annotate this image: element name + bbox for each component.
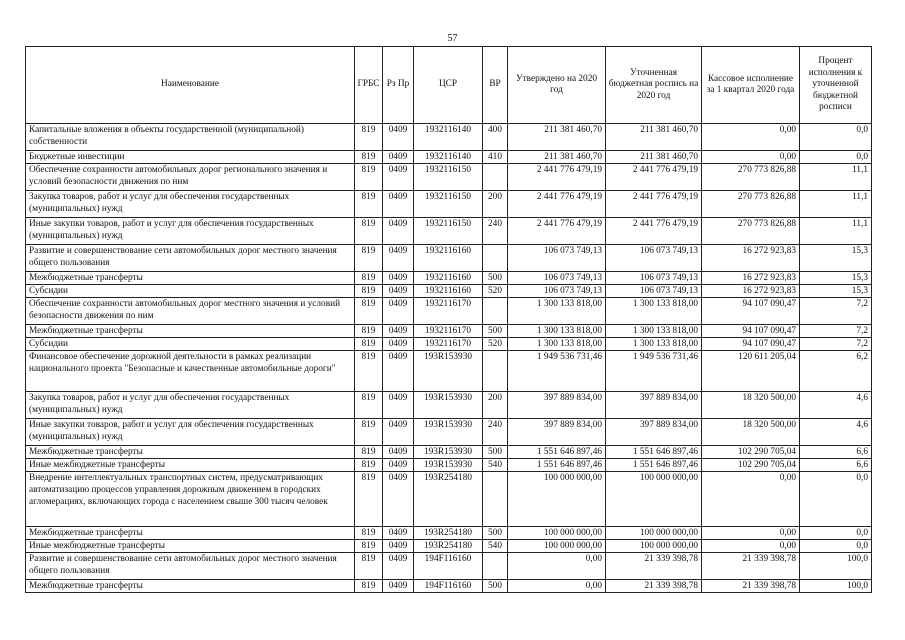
cell-percent: 15,3	[800, 245, 872, 272]
table-row	[26, 459, 872, 472]
cell-rzpr: 0409	[383, 218, 414, 245]
cell-vr: 500	[483, 272, 508, 285]
cell-approved: 211 381 460,70	[508, 151, 606, 164]
col-header-name: Наименование	[26, 47, 355, 124]
cell-csr: 194F116160	[414, 580, 483, 593]
cell-rzpr: 0409	[383, 285, 414, 298]
cell-refined: 106 073 749,13	[606, 272, 702, 285]
col-header-csr: ЦСР	[414, 47, 483, 124]
cell-rzpr: 0409	[383, 580, 414, 593]
cell-approved: 1 300 133 818,00	[508, 325, 606, 338]
cell-rzpr: 0409	[383, 325, 414, 338]
cell-refined: 1 551 646 897,46	[606, 446, 702, 459]
cell-vr: 240	[483, 419, 508, 446]
cell-name: Иные закупки товаров, работ и услуг для обеспечения государственных (муниципальных) нужд	[26, 218, 355, 245]
col-header-percent: Процент исполнения к уточненной бюджетной росписи	[800, 47, 872, 124]
cell-grbs: 819	[355, 580, 383, 593]
cell-vr	[483, 298, 508, 325]
cell-csr: 1932116150	[414, 218, 483, 245]
cell-approved: 100 000 000,00	[508, 472, 606, 527]
cell-vr	[483, 472, 508, 527]
cell-cash: 18 320 500,00	[702, 419, 800, 446]
cell-approved: 106 073 749,13	[508, 272, 606, 285]
cell-cash: 102 290 705,04	[702, 459, 800, 472]
cell-vr: 520	[483, 338, 508, 351]
cell-csr: 1932116160	[414, 285, 483, 298]
cell-approved: 106 073 749,13	[508, 285, 606, 298]
table-row	[26, 472, 872, 527]
cell-grbs: 819	[355, 459, 383, 472]
cell-grbs: 819	[355, 392, 383, 419]
cell-grbs: 819	[355, 272, 383, 285]
cell-vr: 200	[483, 191, 508, 218]
cell-percent: 7,2	[800, 298, 872, 325]
cell-grbs: 819	[355, 472, 383, 527]
cell-approved: 2 441 776 479,19	[508, 218, 606, 245]
table-row	[26, 151, 872, 164]
cell-approved: 2 441 776 479,19	[508, 191, 606, 218]
cell-name: Межбюджетные трансферты	[26, 580, 355, 593]
cell-grbs: 819	[355, 285, 383, 298]
cell-cash: 0,00	[702, 124, 800, 151]
cell-name: Субсидии	[26, 338, 355, 351]
cell-name: Бюджетные инвестиции	[26, 151, 355, 164]
table-row	[26, 338, 872, 351]
cell-vr: 520	[483, 285, 508, 298]
cell-approved: 1 551 646 897,46	[508, 459, 606, 472]
col-header-vr: ВР	[483, 47, 508, 124]
cell-percent: 0,0	[800, 124, 872, 151]
cell-grbs: 819	[355, 351, 383, 392]
cell-csr: 1932116160	[414, 272, 483, 285]
col-header-approved: Утверждено на 2020 год	[508, 47, 606, 124]
cell-name: Капитальные вложения в объекты государственной (муниципальной) собственности	[26, 124, 355, 151]
cell-vr: 500	[483, 325, 508, 338]
cell-refined: 397 889 834,00	[606, 392, 702, 419]
cell-cash: 21 339 398,78	[702, 553, 800, 580]
cell-name: Межбюджетные трансферты	[26, 527, 355, 540]
cell-vr	[483, 164, 508, 191]
cell-percent: 11,1	[800, 191, 872, 218]
cell-refined: 211 381 460,70	[606, 124, 702, 151]
cell-csr: 1932116140	[414, 151, 483, 164]
cell-refined: 106 073 749,13	[606, 285, 702, 298]
cell-vr: 500	[483, 580, 508, 593]
page-number: 57	[447, 33, 458, 44]
cell-rzpr: 0409	[383, 272, 414, 285]
cell-name: Финансовое обеспечение дорожной деятельности в рамках реализации национального проекта "Безопасные и качественные автомобильные дороги"	[26, 351, 355, 392]
cell-cash: 270 773 826,88	[702, 218, 800, 245]
cell-percent: 15,3	[800, 285, 872, 298]
cell-cash: 0,00	[702, 151, 800, 164]
cell-vr: 410	[483, 151, 508, 164]
cell-grbs: 819	[355, 325, 383, 338]
cell-cash: 94 107 090,47	[702, 338, 800, 351]
cell-cash: 16 272 923,83	[702, 245, 800, 272]
cell-approved: 100 000 000,00	[508, 540, 606, 553]
cell-vr	[483, 245, 508, 272]
cell-vr: 400	[483, 124, 508, 151]
cell-csr: 1932116170	[414, 325, 483, 338]
table-row	[26, 419, 872, 446]
cell-csr: 193R153930	[414, 351, 483, 392]
cell-approved: 1 300 133 818,00	[508, 298, 606, 325]
cell-cash: 102 290 705,04	[702, 446, 800, 459]
cell-cash: 16 272 923,83	[702, 272, 800, 285]
cell-name: Обеспечение сохранности автомобильных дорог местного значения и условий безопасности движения по ним	[26, 298, 355, 325]
cell-rzpr: 0409	[383, 351, 414, 392]
col-header-rzpr: Рз Пр	[383, 47, 414, 124]
cell-rzpr: 0409	[383, 419, 414, 446]
table-row	[26, 527, 872, 540]
cell-name: Развитие и совершенствование сети автомобильных дорог местного значения общего пользования	[26, 553, 355, 580]
cell-csr: 193R254180	[414, 472, 483, 527]
cell-cash: 18 320 500,00	[702, 392, 800, 419]
cell-percent: 100,0	[800, 553, 872, 580]
cell-vr	[483, 553, 508, 580]
cell-name: Межбюджетные трансферты	[26, 272, 355, 285]
cell-csr: 193R254180	[414, 527, 483, 540]
table-row	[26, 325, 872, 338]
cell-approved: 1 300 133 818,00	[508, 338, 606, 351]
cell-refined: 2 441 776 479,19	[606, 164, 702, 191]
table-row	[26, 124, 872, 151]
cell-refined: 100 000 000,00	[606, 472, 702, 527]
cell-csr: 193R153930	[414, 446, 483, 459]
cell-csr: 1932116170	[414, 298, 483, 325]
cell-name: Внедрение интеллектуальных транспортных систем, предусматривающих автоматизацию процессов управления дорожным движением в городских агломерациях, включающих города с населением свыше 300 тысяч человек	[26, 472, 355, 527]
cell-approved: 1 949 536 731,46	[508, 351, 606, 392]
cell-name: Иные закупки товаров, работ и услуг для обеспечения государственных (муниципальных) нужд	[26, 419, 355, 446]
col-header-refined: Уточненная бюджетная роспись на 2020 год	[606, 47, 702, 124]
cell-name: Иные межбюджетные трансферты	[26, 459, 355, 472]
cell-rzpr: 0409	[383, 124, 414, 151]
cell-refined: 1 551 646 897,46	[606, 459, 702, 472]
cell-approved: 397 889 834,00	[508, 419, 606, 446]
cell-vr: 240	[483, 218, 508, 245]
table-row	[26, 392, 872, 419]
table-row	[26, 351, 872, 392]
cell-grbs: 819	[355, 245, 383, 272]
table-row	[26, 164, 872, 191]
cell-csr: 193R254180	[414, 540, 483, 553]
cell-refined: 100 000 000,00	[606, 540, 702, 553]
table-row	[26, 580, 872, 593]
cell-grbs: 819	[355, 298, 383, 325]
cell-refined: 1 300 133 818,00	[606, 325, 702, 338]
cell-percent: 4,6	[800, 392, 872, 419]
table-row	[26, 298, 872, 325]
cell-percent: 15,3	[800, 272, 872, 285]
cell-approved: 211 381 460,70	[508, 124, 606, 151]
cell-refined: 211 381 460,70	[606, 151, 702, 164]
cell-grbs: 819	[355, 527, 383, 540]
cell-grbs: 819	[355, 164, 383, 191]
cell-refined: 21 339 398,78	[606, 580, 702, 593]
col-header-grbs: ГРБС	[355, 47, 383, 124]
table-row	[26, 540, 872, 553]
cell-rzpr: 0409	[383, 338, 414, 351]
cell-refined: 1 300 133 818,00	[606, 338, 702, 351]
cell-rzpr: 0409	[383, 540, 414, 553]
table-body	[26, 124, 872, 593]
cell-csr: 193R153930	[414, 459, 483, 472]
cell-approved: 2 441 776 479,19	[508, 164, 606, 191]
cell-refined: 106 073 749,13	[606, 245, 702, 272]
cell-cash: 21 339 398,78	[702, 580, 800, 593]
cell-rzpr: 0409	[383, 392, 414, 419]
cell-vr: 200	[483, 392, 508, 419]
cell-rzpr: 0409	[383, 151, 414, 164]
cell-percent: 4,6	[800, 419, 872, 446]
cell-grbs: 819	[355, 338, 383, 351]
cell-name: Закупка товаров, работ и услуг для обеспечения государственных (муниципальных) нужд	[26, 191, 355, 218]
cell-approved: 0,00	[508, 580, 606, 593]
cell-grbs: 819	[355, 124, 383, 151]
cell-cash: 0,00	[702, 527, 800, 540]
cell-percent: 7,2	[800, 338, 872, 351]
cell-percent: 6,6	[800, 459, 872, 472]
cell-cash: 270 773 826,88	[702, 164, 800, 191]
cell-rzpr: 0409	[383, 191, 414, 218]
cell-cash: 16 272 923,83	[702, 285, 800, 298]
cell-rzpr: 0409	[383, 446, 414, 459]
table-row	[26, 272, 872, 285]
cell-rzpr: 0409	[383, 459, 414, 472]
cell-csr: 1932116150	[414, 191, 483, 218]
cell-vr: 540	[483, 459, 508, 472]
cell-cash: 94 107 090,47	[702, 325, 800, 338]
cell-grbs: 819	[355, 151, 383, 164]
cell-refined: 2 441 776 479,19	[606, 218, 702, 245]
cell-approved: 397 889 834,00	[508, 392, 606, 419]
cell-vr	[483, 351, 508, 392]
cell-cash: 94 107 090,47	[702, 298, 800, 325]
cell-percent: 11,1	[800, 218, 872, 245]
cell-csr: 194F116160	[414, 553, 483, 580]
table-row	[26, 218, 872, 245]
cell-approved: 1 551 646 897,46	[508, 446, 606, 459]
table-row	[26, 446, 872, 459]
cell-grbs: 819	[355, 419, 383, 446]
cell-csr: 1932116170	[414, 338, 483, 351]
table-row	[26, 285, 872, 298]
cell-refined: 397 889 834,00	[606, 419, 702, 446]
cell-refined: 100 000 000,00	[606, 527, 702, 540]
cell-name: Межбюджетные трансферты	[26, 325, 355, 338]
cell-percent: 0,0	[800, 540, 872, 553]
cell-rzpr: 0409	[383, 245, 414, 272]
cell-name: Развитие и совершенствование сети автомобильных дорог местного значения общего пользования	[26, 245, 355, 272]
cell-percent: 0,0	[800, 151, 872, 164]
cell-name: Закупка товаров, работ и услуг для обеспечения государственных (муниципальных) нужд	[26, 392, 355, 419]
cell-grbs: 819	[355, 218, 383, 245]
col-header-cash: Кассовое исполнение за 1 квартал 2020 года	[702, 47, 800, 124]
cell-cash: 120 611 205,04	[702, 351, 800, 392]
cell-approved: 106 073 749,13	[508, 245, 606, 272]
table-row	[26, 245, 872, 272]
cell-percent: 6,6	[800, 446, 872, 459]
cell-vr: 500	[483, 446, 508, 459]
cell-vr: 500	[483, 527, 508, 540]
cell-refined: 2 441 776 479,19	[606, 191, 702, 218]
cell-percent: 0,0	[800, 527, 872, 540]
cell-name: Межбюджетные трансферты	[26, 446, 355, 459]
cell-name: Субсидии	[26, 285, 355, 298]
cell-cash: 0,00	[702, 472, 800, 527]
cell-rzpr: 0409	[383, 553, 414, 580]
table-row	[26, 191, 872, 218]
cell-csr: 1932116140	[414, 124, 483, 151]
cell-vr: 540	[483, 540, 508, 553]
cell-rzpr: 0409	[383, 527, 414, 540]
cell-grbs: 819	[355, 191, 383, 218]
cell-percent: 7,2	[800, 325, 872, 338]
cell-percent: 11,1	[800, 164, 872, 191]
budget-execution-table	[25, 46, 872, 593]
cell-csr: 193R153930	[414, 419, 483, 446]
cell-rzpr: 0409	[383, 164, 414, 191]
cell-grbs: 819	[355, 540, 383, 553]
cell-csr: 1932116160	[414, 245, 483, 272]
cell-percent: 0,0	[800, 472, 872, 527]
cell-refined: 1 949 536 731,46	[606, 351, 702, 392]
cell-cash: 270 773 826,88	[702, 191, 800, 218]
cell-percent: 6,2	[800, 351, 872, 392]
cell-name: Иные межбюджетные трансферты	[26, 540, 355, 553]
cell-grbs: 819	[355, 446, 383, 459]
table-row	[26, 553, 872, 580]
cell-refined: 1 300 133 818,00	[606, 298, 702, 325]
cell-csr: 193R153930	[414, 392, 483, 419]
cell-rzpr: 0409	[383, 298, 414, 325]
table-header-row	[26, 47, 872, 124]
cell-csr: 1932116150	[414, 164, 483, 191]
cell-approved: 0,00	[508, 553, 606, 580]
cell-cash: 0,00	[702, 540, 800, 553]
cell-name: Обеспечение сохранности автомобильных дорог регионального значения и условий безопасности движения по ним	[26, 164, 355, 191]
cell-grbs: 819	[355, 553, 383, 580]
cell-percent: 100,0	[800, 580, 872, 593]
cell-rzpr: 0409	[383, 472, 414, 527]
cell-refined: 21 339 398,78	[606, 553, 702, 580]
cell-approved: 100 000 000,00	[508, 527, 606, 540]
